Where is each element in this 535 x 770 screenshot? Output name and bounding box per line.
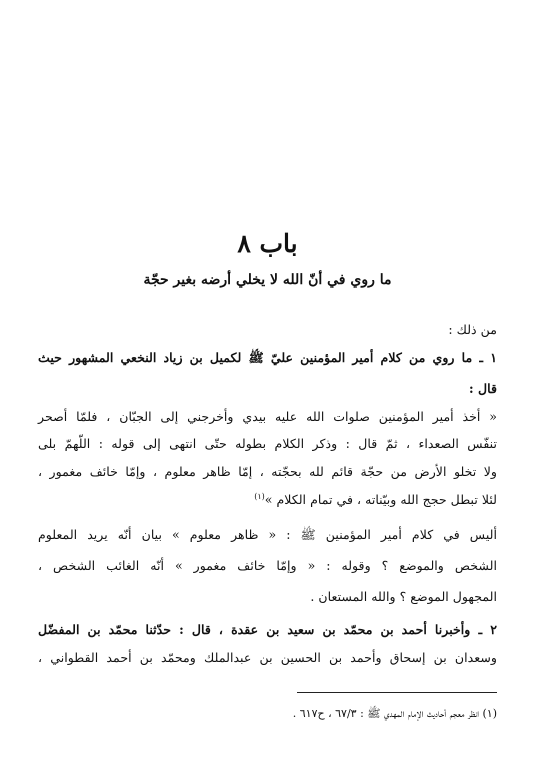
text-line: « أخذ أمير المؤمنين صلوات الله عليه بيدي وأخرجني إلى الجبّان ، فلمّا أصحر xyxy=(38,409,497,424)
text-line: تنفّس الصعداء ، ثمّ قال : وذكر الكلام بطوله حتّى انتهى إلى قوله : اللّهمّ بلى xyxy=(38,436,497,451)
text-line: قال : xyxy=(468,381,497,396)
quote-end: لئلا تبطل حجج الله وبيّناته ، في تمام الكلام » xyxy=(264,492,497,508)
narration-heading-1: ١ ـ ما روي من كلام أمير المؤمنين عليّ ﷺ لكميل بن زياد النخعي المشهور حيث xyxy=(38,350,497,365)
footnote: (١) انظر معجم أحاديث الإمام المهدي ﷺ : ٦٧/٣ ، ح٦١٧ . xyxy=(292,707,497,720)
text-line: من ذلك : xyxy=(448,322,497,337)
text-line: الشخص والموضع ؟ وقوله : « وإمّا خائف مغمور » أنّه الغائب الشخص ، xyxy=(38,558,497,573)
text-line: وسعدان بن إسحاق وأحمد بن الحسين بن عبدالملك ومحمّد بن أحمد القطواني ، xyxy=(38,650,497,665)
text-line: المجهول الموضع ؟ والله المستعان . xyxy=(310,589,497,604)
chapter-subtitle: ما روي في أنّ الله لا يخلي أرضه بغير حجّة xyxy=(143,272,392,288)
text-line: ولا تخلو الأرض من حجّة قائم لله بحجّته ، إمّا ظاهر معلوم ، وإمّا خائف مغمور ، xyxy=(38,464,497,479)
text-line xyxy=(38,493,497,507)
narration-heading-2: ٢ ـ وأخبرنا أحمد بن محمّد بن سعيد بن عقدة ، قال : حدّثنا محمّد بن المفضّل xyxy=(38,622,497,637)
chapter-title: باب ٨ xyxy=(237,229,298,258)
footnote-divider xyxy=(297,692,497,693)
text-line: أليس في كلام أمير المؤمنين ﷺ : « ظاهر معلوم » بيان أنّه يريد المعلوم xyxy=(38,527,497,542)
footnote-ref: (١) xyxy=(254,492,265,501)
